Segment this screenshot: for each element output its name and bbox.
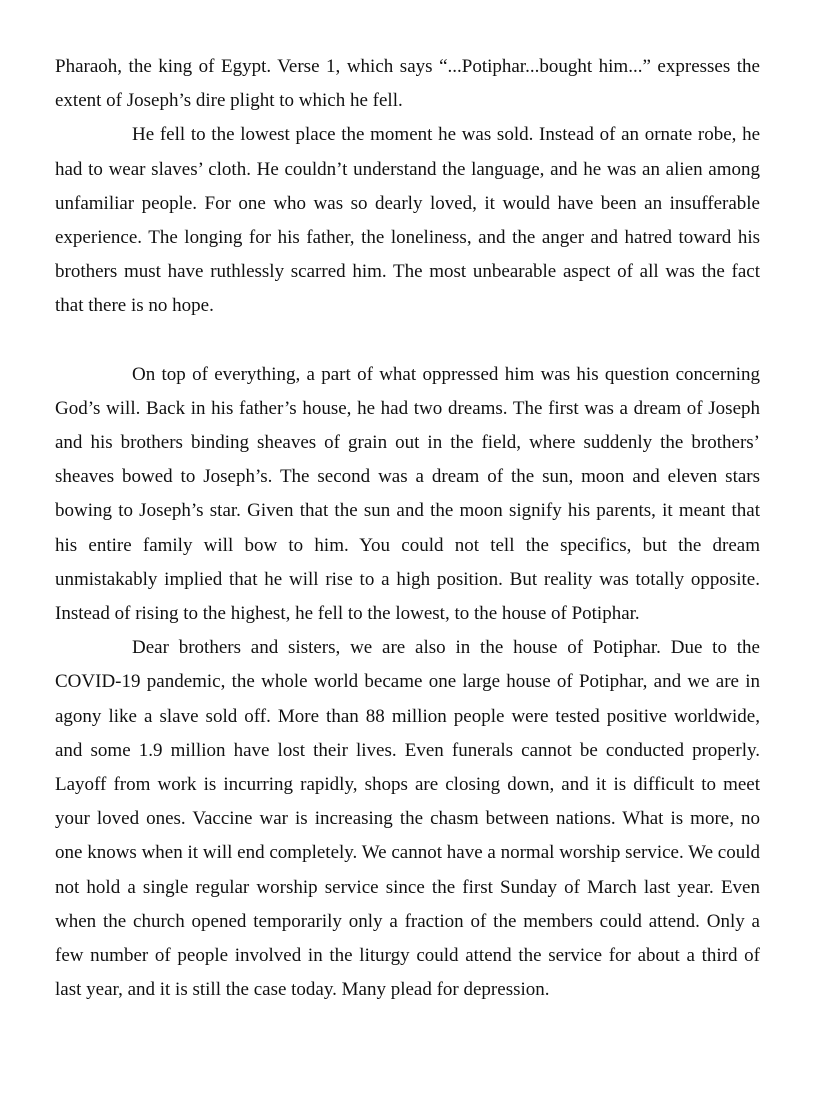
paragraph-2: He fell to the lowest place the moment he was sold. Instead of an ornate robe, he had to wear slaves’ cloth. He couldn’t understand the language, and he was an alien among unfamiliar people. For one who was so dearly loved, it would have been an insufferable experience. The longing for his father, the loneliness, and the anger and hatred toward his brothers must have ruthlessly scarred him. The most unbearable aspect of all was the fact that there is no hope. (55, 124, 760, 317)
document-page (55, 50, 760, 1007)
paragraph-3: On top of everything, a part of what oppressed him was his question concerning God’s will. Back in his father’s house, he had two dreams. The first was a dream of Joseph and his brothers binding sheaves of grain out in the field, where suddenly the brothers’ sheaves bowed to Joseph’s. The second was a dream of the sun, moon and eleven stars bowing to Joseph’s star. Given that the sun and the moon signify his parents, it meant that his entire family will bow to him. You could not tell the specifics, but the dream unmistakably implied that he will rise to a high position. But reality was totally opposite. Instead of rising to the highest, he fell to the lowest, to the house of Potiphar. (55, 363, 760, 625)
paragraph-4: Dear brothers and sisters, we are also in the house of Potiphar. Due to the COVID-19 pandemic, the whole world became one large house of Potiphar, and we are in agony like a slave sold off. More than 88 million people were tested positive worldwide, and some 1.9 million have lost their lives. Even funerals cannot be conducted properly. Layoff from work is incurring rapidly, shops are closing down, and it is difficult to meet your loved ones. Vaccine war is increasing the chasm between nations. What is more, no one knows when it will end completely. We cannot have a normal worship service. We could not hold a single regular worship service since the first Sunday of March last year. Even when the church opened temporarily only a fraction of the members could attend. Only a few number of people involved in the liturgy could attend the service for about a third of last year, and it is still the case today. Many plead for depression. (55, 637, 760, 1001)
paragraph-1: Pharaoh, the king of Egypt. Verse 1, which says “...Potiphar...bought him...” expresses the extent of Joseph’s dire plight to which he fell. (55, 56, 760, 112)
paragraph-gap (55, 324, 760, 358)
